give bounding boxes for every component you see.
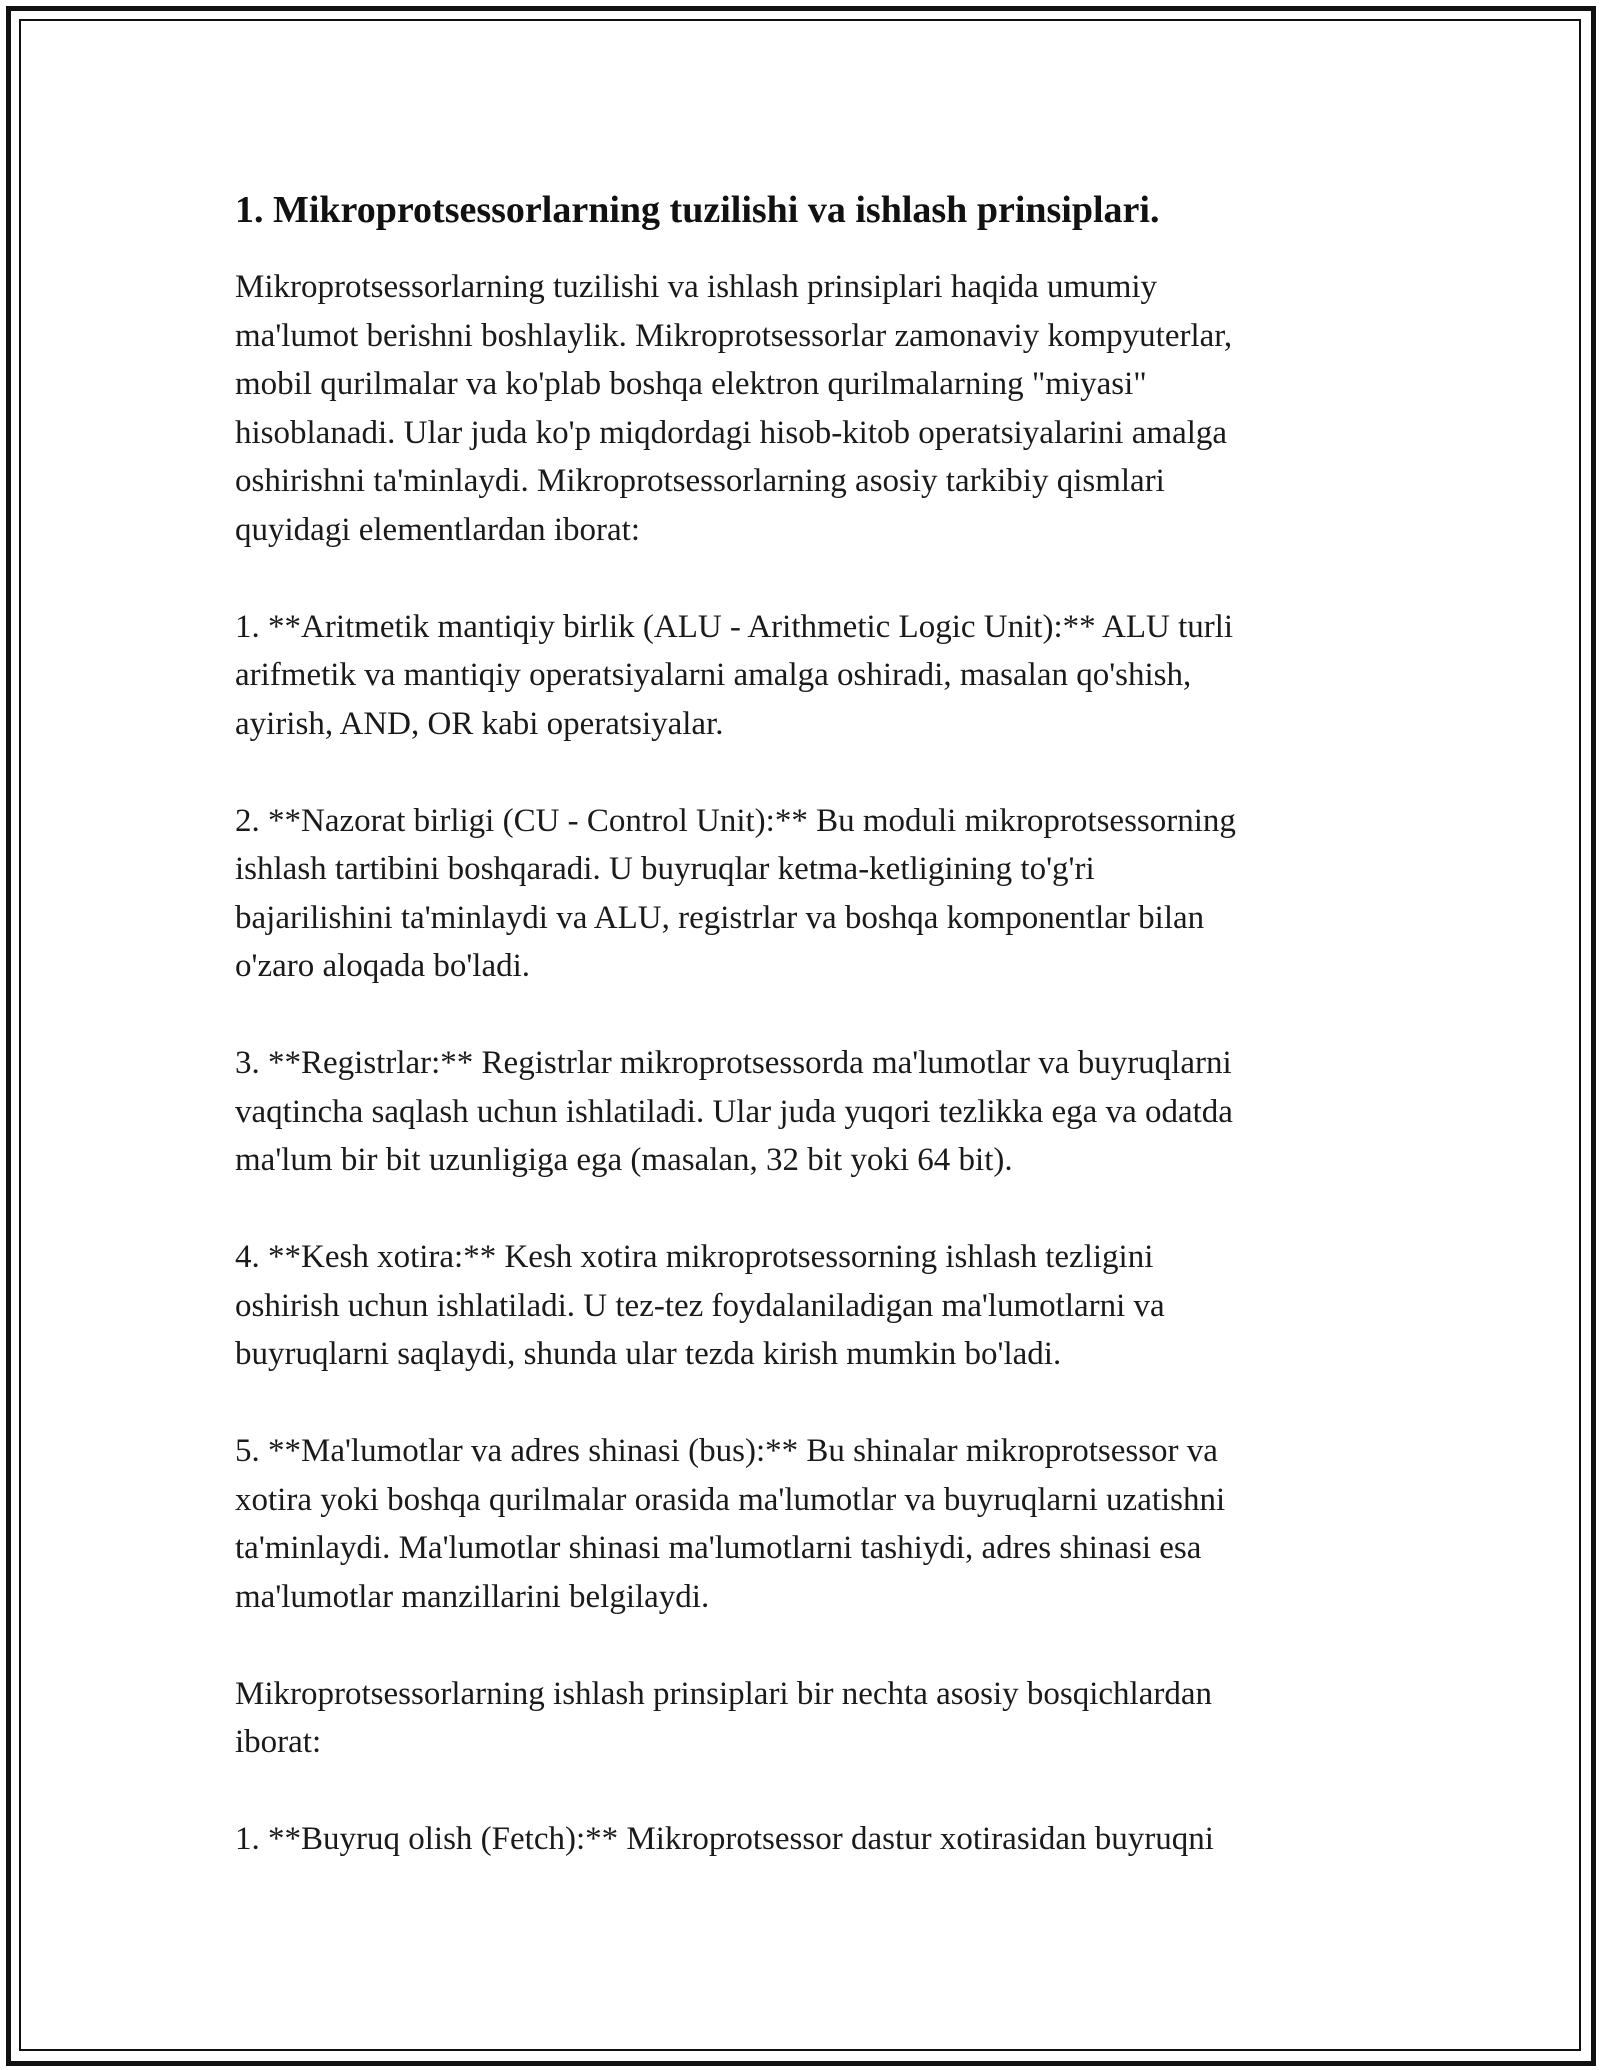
paragraph-intro: Mikroprotsessorlarning tuzilishi va ishlash prinsiplari haqida umumiy ma'lumot berishni boshlaylik. Mikroprotsessorlar zamonaviy kompyuterlar, mobil qurilmalar va ko'plab boshqa elektron qurilmalarning "miyasi" hisoblanadi. Ular juda ko'p miqdordagi hisob-kitob operatsiyalarini amalga oshirishni ta'minlaydi. Mikroprotsessorlarning asosiy tarkibiy qismlari quyidagi elementlardan iborat: bbox=[235, 269, 1233, 548]
paragraph-gap bbox=[235, 1379, 1375, 1428]
paragraph-principles-intro: Mikroprotsessorlarning ishlash prinsiplari bir nechta asosiy bosqichlardan iborat: bbox=[235, 1675, 1212, 1761]
paragraph-fetch: 1. **Buyruq olish (Fetch):** Mikroprotsessor dastur xotirasidan buyruqni bbox=[235, 1821, 1214, 1858]
paragraph-gap bbox=[235, 1767, 1375, 1816]
document-title: 1. Mikroprotsessorlarning tuzilishi va ishlash prinsiplari. bbox=[235, 189, 1160, 231]
paragraph-bus: 5. **Ma'lumotlar va adres shinasi (bus):** Bu shinalar mikroprotsessor va xotira yoki boshqa qurilmalar orasida ma'lumotlar va buyruqlarni uzatishni ta'minlaydi. Ma'lumotlar shinasi ma'lumotlarni tashiydi, adres shinasi esa ma'lumotlar manzillarini belgilaydi. bbox=[235, 1433, 1226, 1615]
paragraph-control-unit: 2. **Nazorat birligi (CU - Control Unit):** Bu moduli mikroprotsessorning ishlash tartibini boshqaradi. U buyruqlar ketma-ketligining to'g'ri bajarilishini ta'minlaydi va ALU, registrlar va boshqa komponentlar bilan o'zaro aloqada bo'ladi. bbox=[235, 802, 1236, 985]
paragraph-gap bbox=[235, 554, 1375, 603]
paragraph-gap bbox=[235, 748, 1375, 797]
paragraph-registers: 3. **Registrlar:** Registrlar mikroprotsessorda ma'lumotlar va buyruqlarni vaqtincha saqlash uchun ishlatiladi. Ular juda yuqori tezlikka ega va odatda ma'lum bir bit uzunligiga ega (masalan, 32 bit yoki 64 bit). bbox=[235, 1045, 1233, 1179]
paragraph-gap bbox=[235, 1621, 1375, 1670]
paragraph-gap bbox=[235, 1185, 1375, 1234]
paragraph-cache: 4. **Kesh xotira:** Kesh xotira mikroprotsessorning ishlash tezligini oshirish uchun ishlatiladi. U tez-tez foydalaniladigan ma'lumotlarni va buyruqlarni saqlaydi, shunda ular tezda kirish mumkin bo'ladi. bbox=[235, 1239, 1165, 1373]
paragraph-gap bbox=[235, 991, 1375, 1040]
paragraph-alu: 1. **Aritmetik mantiqiy birlik (ALU - Arithmetic Logic Unit):** ALU turli arifmetik va mantiqiy operatsiyalarni amalga oshiradi, masalan qo'shish, ayirish, AND, OR kabi operatsiyalar. bbox=[235, 608, 1234, 742]
document-body bbox=[235, 186, 1375, 1864]
